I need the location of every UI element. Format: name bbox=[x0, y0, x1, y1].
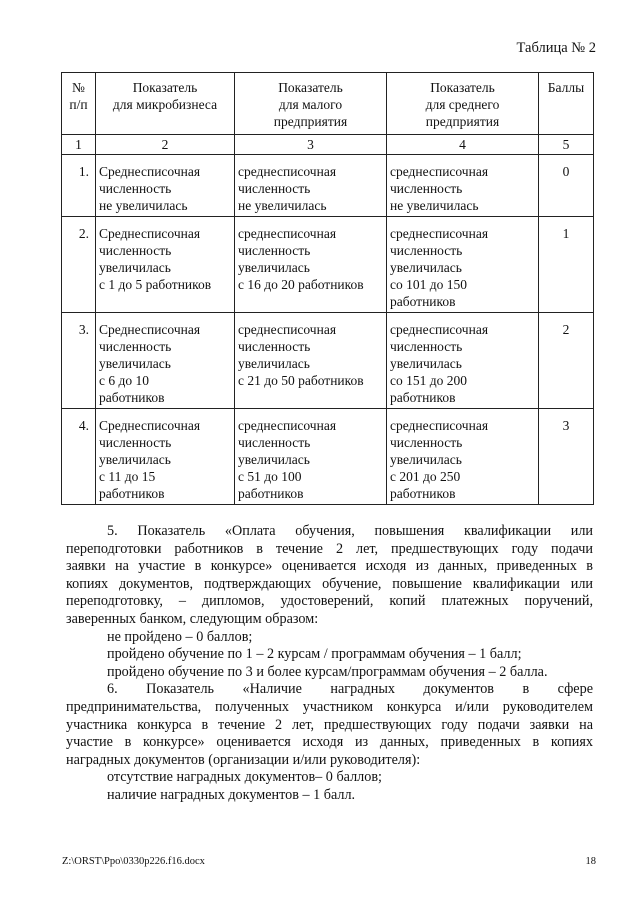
column-header: Показатель для среднего предприятия bbox=[387, 73, 539, 135]
paragraph-5-line: 5. Показатель «Оплата обучения, повышения квалификации или bbox=[107, 523, 593, 539]
column-number: 1 bbox=[62, 135, 96, 155]
points-table bbox=[61, 72, 594, 505]
paragraph-6-item: наличие наградных документов – 1 балл. bbox=[107, 786, 356, 803]
indicator-medium: среднесписочная численность увеличилась со 151 до 200 работников bbox=[387, 313, 539, 409]
paragraph-5-item: не пройдено – 0 баллов; bbox=[107, 628, 253, 645]
table-row bbox=[62, 155, 594, 217]
table-row bbox=[62, 217, 594, 313]
paragraph-6-line: участие в конкурсе» оценивается исходя из данных, приведенных в копиях bbox=[66, 734, 593, 751]
points-value: 2 bbox=[539, 313, 594, 409]
paragraph-5-line: заверенных банком, следующим образом: bbox=[66, 610, 319, 627]
points-value: 1 bbox=[539, 217, 594, 313]
indicator-small: среднесписочная численность увеличилась с 21 до 50 работников bbox=[235, 313, 387, 409]
column-header: Показатель для малого предприятия bbox=[235, 73, 387, 135]
paragraph-5-line: копиях документов, подтверждающих обучение, повышение квалификации или bbox=[66, 575, 593, 592]
page-footer bbox=[62, 856, 596, 867]
row-index: 3. bbox=[62, 313, 96, 409]
column-number: 3 bbox=[235, 135, 387, 155]
page-number: 18 bbox=[585, 856, 596, 867]
table-row bbox=[62, 313, 594, 409]
row-index: 4. bbox=[62, 409, 96, 505]
indicator-small: среднесписочная численность не увеличилась bbox=[235, 155, 387, 217]
column-number-row bbox=[62, 135, 594, 155]
row-index: 1. bbox=[62, 155, 96, 217]
paragraph-5-item: пройдено обучение по 1 – 2 курсам / программам обучения – 1 балл; bbox=[107, 646, 522, 663]
paragraph-5-line: переподготовки работников в течение 2 лет, предшествующих году подачи bbox=[66, 540, 593, 557]
indicator-micro: Среднесписочная численность увеличилась с 6 до 10 работников bbox=[96, 313, 235, 409]
indicator-medium: среднесписочная численность увеличилась с 201 до 250 работников bbox=[387, 409, 539, 505]
indicator-medium: среднесписочная численность увеличилась со 101 до 150 работников bbox=[387, 217, 539, 313]
column-number: 4 bbox=[387, 135, 539, 155]
indicator-small: среднесписочная численность увеличилась с 51 до 100 работников bbox=[235, 409, 387, 505]
indicator-medium: среднесписочная численность не увеличилась bbox=[387, 155, 539, 217]
row-index: 2. bbox=[62, 217, 96, 313]
indicator-micro: Среднесписочная численность увеличилась с 11 до 15 работников bbox=[96, 409, 235, 505]
indicator-small: среднесписочная численность увеличилась с 16 до 20 работников bbox=[235, 217, 387, 313]
paragraph-5-item: пройдено обучение по 3 и более курсам/программам обучения – 2 балла. bbox=[107, 663, 548, 680]
column-header: Баллы bbox=[539, 73, 594, 135]
paragraph-6-line: предпринимательства, полученных участником конкурса и/или руководителем bbox=[66, 698, 593, 715]
paragraph-5-line: переподготовку, – дипломов, удостоверений, копий платежных поручений, bbox=[66, 593, 593, 610]
indicator-micro: Среднесписочная численность не увеличилась bbox=[96, 155, 235, 217]
paragraph-6-line: наградных документов (организации и/или руководителя): bbox=[66, 751, 421, 768]
table-caption: Таблица № 2 bbox=[516, 40, 596, 56]
table-row bbox=[62, 409, 594, 505]
indicator-micro: Среднесписочная численность увеличилась с 1 до 5 работников bbox=[96, 217, 235, 313]
column-header: № п/п bbox=[62, 73, 96, 135]
points-value: 0 bbox=[539, 155, 594, 217]
paragraph-6-line: участника конкурса в течение 2 лет, предшествующих году подачи заявки на bbox=[66, 716, 593, 733]
paragraph-6-item: отсутствие наградных документов– 0 баллов; bbox=[107, 769, 382, 786]
column-number: 5 bbox=[539, 135, 594, 155]
column-number: 2 bbox=[96, 135, 235, 155]
document-body bbox=[66, 523, 593, 805]
column-header: Показатель для микробизнеса bbox=[96, 73, 235, 135]
points-value: 3 bbox=[539, 409, 594, 505]
paragraph-6-line: 6. Показатель «Наличие наградных документов в сфере bbox=[107, 681, 593, 698]
table-header-row bbox=[62, 73, 594, 135]
paragraph-5-line: заявки на участие в конкурсе» оценивается исходя из данных, приведенных в bbox=[66, 558, 593, 575]
file-path: Z:\ORST\Ppo\0330p226.f16.docx bbox=[62, 856, 205, 867]
